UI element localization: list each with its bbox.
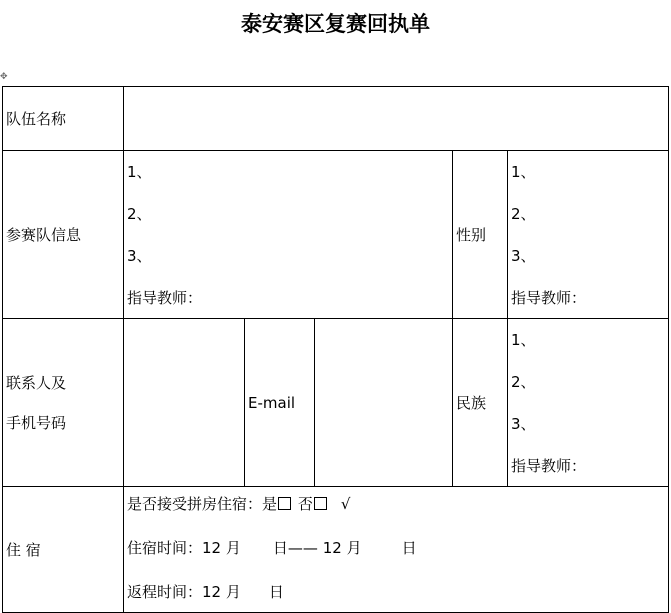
- member-line-3: 3、: [127, 247, 152, 265]
- team-members-field[interactable]: [124, 151, 453, 319]
- ethnicity-line-1: 1、: [511, 331, 536, 349]
- contact-row: [3, 319, 669, 487]
- shared-room-question: 是否接受拼房住宿：: [127, 495, 263, 513]
- stay-month-2[interactable]: 12: [322, 539, 342, 557]
- email-label: E-mail: [245, 319, 315, 487]
- gender-label: 性别: [453, 151, 508, 319]
- no-label: 否: [297, 495, 313, 513]
- ethnicity-line-3: 3、: [511, 415, 536, 433]
- stay-time-label: 住宿时间：: [127, 539, 203, 557]
- contact-label: [3, 319, 124, 487]
- month-unit-3: 月: [225, 583, 241, 601]
- no-checkbox[interactable]: [314, 497, 327, 510]
- team-info-label: 参赛队信息: [3, 151, 124, 319]
- check-mark-icon: √: [340, 495, 351, 513]
- day-unit-1: 日: [272, 539, 288, 557]
- ethnicity-label: 民族: [453, 319, 508, 487]
- receipt-form-table: [2, 86, 669, 613]
- gender-line-2: 2、: [511, 205, 536, 223]
- ethnicity-advisor-line: 指导教师：: [511, 457, 587, 475]
- team-name-label: 队伍名称: [3, 87, 124, 151]
- gender-field[interactable]: [508, 151, 669, 319]
- lodging-field: [124, 487, 669, 613]
- contact-label-line-2: 手机号码: [6, 413, 67, 432]
- lodging-row: [3, 487, 669, 613]
- yes-checkbox[interactable]: [278, 497, 291, 510]
- lodging-label: 住 宿: [3, 487, 124, 613]
- stay-time-line: [127, 537, 668, 559]
- gender-line-3: 3、: [511, 247, 536, 265]
- ethnicity-field[interactable]: [508, 319, 669, 487]
- advisor-line: 指导教师：: [127, 289, 203, 307]
- contact-label-line-1: 联系人及: [6, 373, 67, 392]
- yes-label: 是: [262, 495, 278, 513]
- member-line-1: 1、: [127, 163, 152, 181]
- team-name-field[interactable]: [124, 87, 669, 151]
- shared-room-line: [127, 493, 668, 515]
- month-unit-1: 月: [225, 539, 241, 557]
- phone-field[interactable]: [124, 319, 245, 487]
- return-month[interactable]: 12: [202, 583, 222, 601]
- ethnicity-line-2: 2、: [511, 373, 536, 391]
- team-name-row: [3, 87, 669, 151]
- day-unit-3: 日: [268, 583, 284, 601]
- date-dash: ——: [287, 539, 318, 557]
- email-field[interactable]: [315, 319, 453, 487]
- page-title: 泰安赛区复赛回执单: [241, 11, 430, 36]
- stay-month-1[interactable]: 12: [202, 539, 222, 557]
- month-unit-2: 月: [346, 539, 362, 557]
- gender-advisor-line: 指导教师：: [511, 289, 587, 307]
- member-line-2: 2、: [127, 205, 152, 223]
- day-unit-2: 日: [401, 539, 417, 557]
- return-time-label: 返程时间：: [127, 583, 203, 601]
- gender-line-1: 1、: [511, 163, 536, 181]
- team-info-row: [3, 151, 669, 319]
- return-time-line: [127, 581, 668, 603]
- table-anchor-icon: ✥: [0, 72, 8, 82]
